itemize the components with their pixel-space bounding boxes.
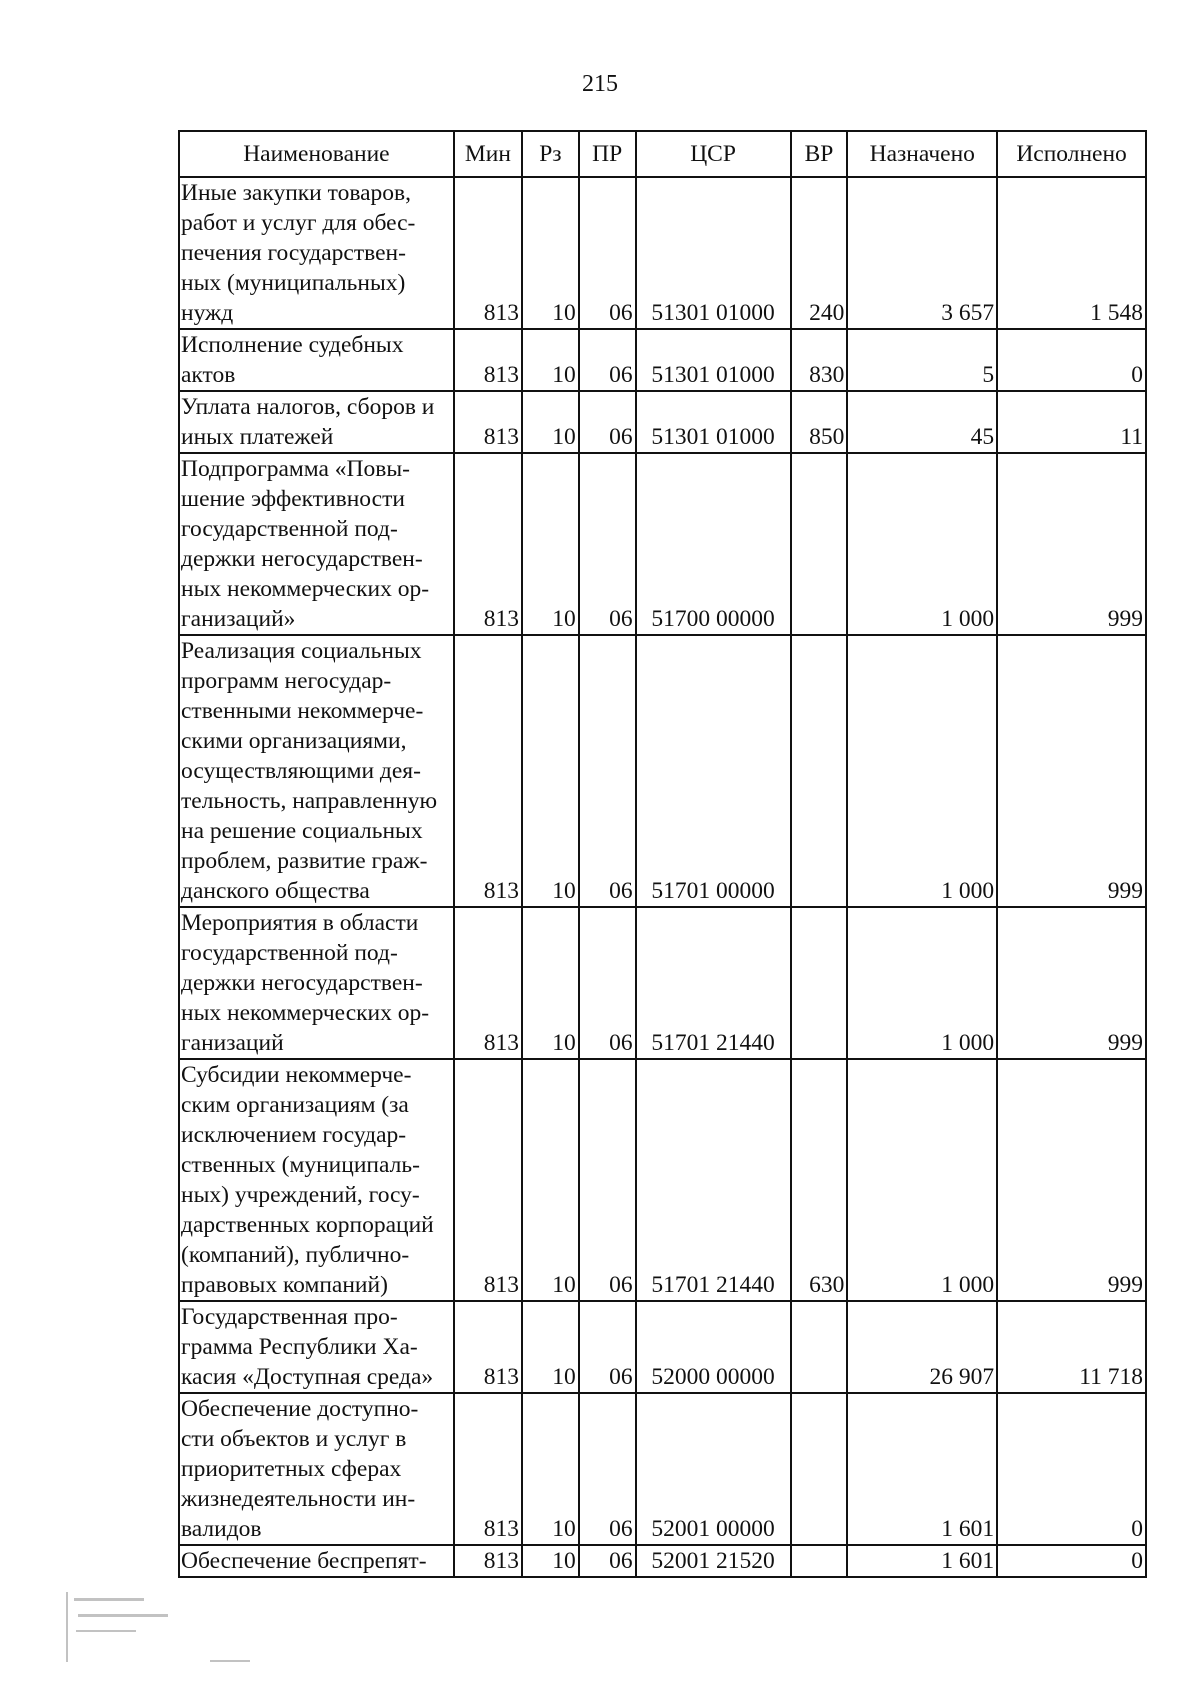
row-assigned: 1 000 (847, 907, 997, 1059)
row-vr (791, 1393, 848, 1545)
table-row (179, 453, 1146, 635)
row-rz: 10 (522, 453, 579, 635)
row-pr: 06 (579, 1393, 636, 1545)
table-row (179, 635, 1146, 907)
row-min: 813 (454, 1393, 522, 1545)
row-name: Обеспечение беспрепят- (179, 1545, 454, 1577)
row-assigned: 1 000 (847, 453, 997, 635)
row-csr: 51700 00000 (636, 453, 791, 635)
row-vr (791, 1545, 848, 1577)
header-assigned: Назначено (847, 131, 997, 177)
scan-artifact (60, 1590, 280, 1670)
row-executed: 11 718 (997, 1301, 1146, 1393)
row-vr: 240 (791, 177, 848, 329)
header-min: Мин (454, 131, 522, 177)
row-assigned: 1 601 (847, 1393, 997, 1545)
row-min: 813 (454, 907, 522, 1059)
row-csr: 51301 01000 (636, 391, 791, 453)
row-pr: 06 (579, 1059, 636, 1301)
header-vr: ВР (791, 131, 848, 177)
header-csr: ЦСР (636, 131, 791, 177)
row-min: 813 (454, 1059, 522, 1301)
row-name: Обеспечение доступно- сти объектов и услуг в приоритетных сферах жизнедеятельности ин- валидов (179, 1393, 454, 1545)
row-csr: 51301 01000 (636, 329, 791, 391)
header-row (179, 131, 1146, 177)
row-rz: 10 (522, 907, 579, 1059)
header-pr: ПР (579, 131, 636, 177)
row-pr: 06 (579, 329, 636, 391)
row-csr: 52000 00000 (636, 1301, 791, 1393)
row-pr: 06 (579, 453, 636, 635)
row-vr: 630 (791, 1059, 848, 1301)
row-assigned: 1 601 (847, 1545, 997, 1577)
table-row (179, 391, 1146, 453)
row-executed: 11 (997, 391, 1146, 453)
row-name: Субсидии некоммерче- ским организациям (за исключением государ- ственных (муниципаль- ных) учреждений, госу- дарственных корпораций (компаний), публично- правовых компаний) (179, 1059, 454, 1301)
budget-table (178, 130, 1147, 1578)
header-rz: Рз (522, 131, 579, 177)
row-vr: 850 (791, 391, 848, 453)
row-executed: 999 (997, 1059, 1146, 1301)
table-row (179, 907, 1146, 1059)
row-executed: 999 (997, 635, 1146, 907)
row-pr: 06 (579, 177, 636, 329)
header-executed: Исполнено (997, 131, 1146, 177)
row-name: Мероприятия в области государственной под- держки негосударствен- ных некоммерческих ор- ганизаций (179, 907, 454, 1059)
row-assigned: 1 000 (847, 1059, 997, 1301)
table-row (179, 177, 1146, 329)
row-min: 813 (454, 1545, 522, 1577)
row-name: Подпрограмма «Повы- шение эффективности государственной под- держки негосударствен- ных некоммерческих ор- ганизаций» (179, 453, 454, 635)
row-vr (791, 907, 848, 1059)
row-vr (791, 453, 848, 635)
table-row (179, 1545, 1146, 1577)
row-min: 813 (454, 635, 522, 907)
header-name: Наименование (179, 131, 454, 177)
row-csr: 52001 21520 (636, 1545, 791, 1577)
row-rz: 10 (522, 329, 579, 391)
row-csr: 51701 21440 (636, 907, 791, 1059)
row-min: 813 (454, 329, 522, 391)
row-executed: 0 (997, 1545, 1146, 1577)
row-min: 813 (454, 1301, 522, 1393)
table-row (179, 1393, 1146, 1545)
row-csr: 51701 21440 (636, 1059, 791, 1301)
row-executed: 999 (997, 907, 1146, 1059)
row-assigned: 45 (847, 391, 997, 453)
row-name: Реализация социальных программ негосудар- ственными некоммерче- скими организациями, осуществляющими дея- тельность, направленную на решение социальных проблем, развитие граж- данского общества (179, 635, 454, 907)
table-row (179, 329, 1146, 391)
row-min: 813 (454, 177, 522, 329)
row-rz: 10 (522, 1059, 579, 1301)
row-name: Исполнение судебных актов (179, 329, 454, 391)
row-rz: 10 (522, 391, 579, 453)
row-executed: 0 (997, 1393, 1146, 1545)
row-rz: 10 (522, 1393, 579, 1545)
row-assigned: 26 907 (847, 1301, 997, 1393)
table-header (179, 131, 1146, 177)
row-min: 813 (454, 391, 522, 453)
row-vr: 830 (791, 329, 848, 391)
row-pr: 06 (579, 907, 636, 1059)
row-assigned: 1 000 (847, 635, 997, 907)
row-pr: 06 (579, 635, 636, 907)
table-body (179, 177, 1146, 1577)
row-csr: 51301 01000 (636, 177, 791, 329)
row-rz: 10 (522, 1545, 579, 1577)
row-pr: 06 (579, 391, 636, 453)
row-pr: 06 (579, 1301, 636, 1393)
row-name: Иные закупки товаров, работ и услуг для обес- печения государствен- ных (муниципальных) нужд (179, 177, 454, 329)
table-row (179, 1301, 1146, 1393)
row-rz: 10 (522, 1301, 579, 1393)
row-executed: 999 (997, 453, 1146, 635)
row-vr (791, 635, 848, 907)
row-executed: 0 (997, 329, 1146, 391)
row-min: 813 (454, 453, 522, 635)
row-vr (791, 1301, 848, 1393)
table-row (179, 1059, 1146, 1301)
row-assigned: 5 (847, 329, 997, 391)
row-executed: 1 548 (997, 177, 1146, 329)
row-csr: 51701 00000 (636, 635, 791, 907)
row-csr: 52001 00000 (636, 1393, 791, 1545)
row-pr: 06 (579, 1545, 636, 1577)
row-name: Государственная про- грамма Республики Ха- касия «Доступная среда» (179, 1301, 454, 1393)
row-name: Уплата налогов, сборов и иных платежей (179, 391, 454, 453)
row-rz: 10 (522, 635, 579, 907)
page-number: 215 (582, 71, 618, 97)
row-assigned: 3 657 (847, 177, 997, 329)
row-rz: 10 (522, 177, 579, 329)
